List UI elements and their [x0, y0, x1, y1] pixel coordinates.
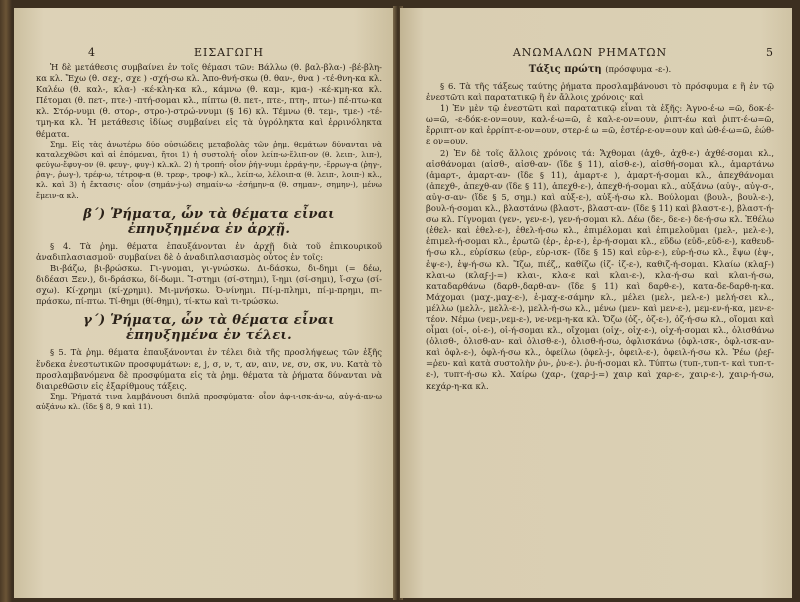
right-page-header: [426, 46, 774, 62]
section-c: [36, 313, 382, 412]
section-title: Τάξις πρώτη: [528, 64, 602, 75]
left-page-header: [36, 46, 382, 62]
page-number: 4: [88, 46, 96, 59]
paragraph: § 4. Τὰ ῥημ. θέματα ἐπαυξάνονται ἐν ἀρχῇ διὰ τοῦ ἐπικουρικοῦ ἀναδιπλασιασμοῦ· συμβαίνει δὲ ὁ ἀναδιπλασιασμὸς οὗτος ἐν τοῖς:: [36, 240, 382, 262]
paragraph-metathesis: Ἡ δὲ μετάθεσις συμβαίνει ἐν τοῖς θέμασι τῶν: Βάλλω (θ. βαλ-βλα-) -βέ-βλη-κα κλ. Ἔχω (θ. σεχ-, σχε ) -σχή-σω κλ. Ἀπο-θνή-σκω (θ. θαν-, θνα ) -τέ-θνη-κα κλ. Καλέω (θ. καλ-, κλα-) -κέ-κλη-κα κλ., κάμνω (θ. καμ-, κμα-) -κέ-κμη-κα κλ. Πέτομαι (θ. πετ-, πτε-) -πτή-σομαι κλ., πίπτω (θ. πετ-, πτε-, πτη-, πτω-) πέ-πτω-κα κλ. Στόρ-νυμι (θ. στορ-, στρο-)-στρώ-ννυμι (§ 16) κλ. Τέμνω (θ. τεμ-, τμε-) -τέ-τμη-κα κλ. Ἡ μετάθεσις ἰδίως συμβαίνει εἰς τὰ ὑγρόληκτα καὶ ἐρρινόληκτα θέματα.: [36, 62, 382, 139]
note: Σημ. Ῥήματά τινα λαμβάνουσι διπλᾶ προσφύματα· οἷον ἀφ-ι-ισκ-άν-ω, αὐγ-ά-αν-ω αὐξάνω κλ. (ἴδε § 8, 9 καὶ 11).: [36, 391, 382, 412]
paragraph-6: § 6. Τὰ τῆς τάξεως ταύτης ῥήματα προσλαμβάνουσι τὸ πρόσφυμα ε ἢ ἐν τῷ ἐνεστῶτι καὶ παρατατικῷ ἢ ἐν ἄλλοις χρόνοις· καὶ: [426, 81, 774, 103]
running-head: ΕΙΣΑΓΩΓΗ: [193, 46, 265, 59]
left-page: [14, 8, 396, 598]
paragraph-present: 1) Ἐν μὲν τῷ ἐνεστῶτι καὶ παρατατικῷ εἶναι τὰ ἑξῆς: Ἀγνο-έ-ω =ῶ, δοκ-έ-ω=ῶ, -ε-δόκ-ε-ον=ουν, καλ-έ-ω=ῶ, ἐ καλ-ε-ον=ουν, ῥιπτ-έω καὶ ῥιπτ-έ-ω=ῶ, ἔρριπτ-ον καὶ ἐρρίπτ-ε-ον=ουν, στερ-έ ω =ῶ, ἐστέρ-ε-ον=ουν καὶ ὠθ-έ-ω=ῶ, ἐώθ-ε ον=ουν.: [426, 103, 774, 147]
page-number: 5: [766, 46, 774, 59]
verb-list: Βι-βάζω, βι-βρώσκω. Γι-γνομαι, γι-γνώσκω. Δι-δάσκω, δι-δημι (= δέω, διδέασι Ξεν.), δι-δράσκω, δί-δωμι. Ἵ-στημι (σί-στημι), ἵ-ημι (σί-σημι), ἴ-σχω (σί-σχω). Κί-χρημι (κί-χρημι). Μι-μνήσκω. Ὀ-νίνημι. Πί-μ-πλημι, πί-μ-πρημι, πι-πράσκω, πί-πτω. Τί-θημι (θί-θημι), τί-κτω καὶ τι-τρώσκω.: [36, 263, 382, 307]
right-page: [400, 8, 792, 598]
paragraph-other-tenses: 2) Ἐν δὲ τοῖς ἄλλοις χρόνοις τά: Ἄχθομαι (ἀχθ-, ἀχθ-ε-) ἀχθέ-σομαι κλ., αἰσθάνομαι (αἰσθ-, αἰσθ-αν- (ἴδε § 11), αἰσθ-ε-), αἰσθή-σομαι κλ., ἁμαρτάνω (ἁμαρτ-, ἁμαρτ-αν- (ἴδε § 11), ἁμαρτ-ε ), ἁμαρτ-ή-σομαι κλ., ἀπεχθάνομαι (ἀπεχθ-, ἀπεχθ-αν (ἴδε § 11), ἀπεχθ-ε-), ἀπεχθ-ή-σομαι κλ., αὐξάνω (αὐγ-, αὐγ-σ-, αὐγ-σ-αν- (ἴδε § 5, σημ.) καὶ αὐξ-ε-), αὐξ-ή-σω κλ. Βούλομαι (βουλ-, βουλ-ε-), βουλ-ή-σομαι κλ., βλαστάνω (βλαστ-, βλαστ-αν- (ἴδε § 11) καὶ βλαστ-ε-), βλαστ-ή-σω κλ. Γίγνομαι (γεν-, γεν-ε-), γεν-ή-σομαι κλ. Δέω (δε-, δε-ε-) δε-ή-σω κλ. Ἐθέλω (ἐθελ- καὶ ἐθελ-ε-), ἐθελ-ή-σω κλ., ἐπιμέλομαι καὶ ἐπιμελοῦμαι (μελ-, μελ-ε-), ἐπιμελ-ή-σομαι κλ., ἐρωτῶ (ἐρ-, ἐρ-ε-), ἐρ-ή-σομαι κλ., εὕδω (εὑδ-,εὑδ-ε-), καθευδ-ή-σω κλ., εὑρίσκω (εὑρ-, εὑρ-ισκ- (ἴδε § 15) καὶ εὑρ-ε-), εὑρ-ή-σω κλ., ἕψω (ἑψ-, ἑψ-ε-), ἑψ-ή-σω κλ. Ἵζω, πιέζ,, καθίζω (ἱζ- ἱζ-ε-), καθιζ-ή-σομαι. Κλαίω (κλαϝ-) κλαι-ω (κλαϝ-j-=) κλαι-, κλα-ε καὶ κλαι-ε-), κλα-ή-σω καὶ κλαι-ή-σω, καταδαρθάνω (δαρθ-,δαρθ-αν- (ἴδε § 11) καὶ δαρθ-ε-), κατα-δε-δαρθ-η-κα. Μάχομαι (μαχ-,μαχ-ε-), ἐ-μαχ-ε-σάμην κλ., μέλει (μελ-, μελ-ε-) μελή-σει κλ., μέλλω (μελλ-, μελλ-ε-), μελλ-ή-σω κλ., μένω (μεν- καὶ μεν-ε-), μεμ-εν-ή-κα, μεν-ε-τέον. Νέμω (νεμ-,νεμ-ε-), νε-νεμ-η-κα κλ. Ὄζω (ὀζ-, ὀζ-ε-), ὀζ-ή-σω κλ., οἴομαι καὶ οἶμαι (οἰ-, οἰ-ε-), οἰ-ή-σομαι κλ., οἴχομαι (οἰχ-, οἰχ-ε-), οἰχ-ή-σομαι κλ., ὀλισθάνω (ὀλισθ-, ὀλισθ-αν- καὶ ὀλισθ-ε-), ὀλισθ-ή-σω, ὀφλισκάνω (ὀφλ-ισκ-, ὀφλ-ισκ-αν- καὶ ὀφλ-ε-), ὀφλ-ή-σω κλ., ὀφείλω (ὀφελ-j-, ὀφειλ-ε-), ὀφειλ-ή-σω κλ. Ῥέω (ῥεϝ-=ῥευ- καὶ κατὰ συστολὴν ῥυ-, ῥυ-ε-). ῥυ-ή-σομαι κλ. Τύπτω (τυπ-,τυπ-τ- καὶ τυπ-τ-ε-), τυπτ-ή-σω κλ. Χαίρω (χαρ-, (χαρ-j-=) χαιρ καὶ χαρ-ε-, χαιρ-ε-), χαιρ-ή-σω, κεχάρ-η-κα κλ.: [426, 147, 774, 391]
section-heading: β΄) Ῥήματα, ὧν τὰ θέματα εἶναι ἐπηυξημένα ἐν ἀρχῇ.: [83, 206, 335, 237]
section-b: [36, 207, 382, 308]
section-note: (πρόσφυμα -ε-).: [605, 65, 672, 75]
intro-block: [36, 62, 382, 201]
note-changes: Σημ. Εἰς τὰς ἀνωτέρω δύο οὐσιώδεις μεταβολὰς τῶν ῥημ. θεμάτων δύνανται νὰ καταλεχθῶσι καὶ αἱ ἑπόμεναι, ἤτοι 1) ἡ συστολή· οἷον λείπ-ω-ἔλιπ-ον (θ. λειπ-, λιπ-), φεύγω-ἔφυγ-ον (θ. φευγ-, φυγ-) κλ.κλ. 2) ἡ τροπή· οἷον ῥήγ-νυμι ἐρράγ-ην, -ἔρρωγ-α (ῥηγ-, ῥαγ-, ῥωγ-), τρέφ-ω, τέτροφ-α (θ. τρεφ-, τροφ-) κλ., λείπ-ω, λέλοιπ-α (θ. λειπ-, λοιπ-) κλ., κλ. καὶ 3) ἡ ἔκτασις· οἷον (σημάν-j-ω) σημαίν-ω -ἐσήμην-α (θ. σημαν-, σημην-), μένω ἔμειν-α κλ.: [36, 139, 382, 200]
running-head: ΑΝΩΜΑΛΩΝ ΡΗΜΑΤΩΝ: [512, 46, 668, 59]
section-heading: [426, 64, 774, 75]
paragraph: § 5. Τὰ ῥημ. θέματα ἐπαυξάνονται ἐν τέλει διὰ τῆς προσλήψεως τῶν ἑξῆς ἕνδεκα ἐνεστωτικῶν προσφυμάτων: ε, j, σ, ν, τ, αν, αιν, νε, σν, σκ, νυ. Κατὰ τὸ προσλαμβανόμενα δὲ προσφύματα εἰς τὰ ῥημ. θέματα τὰ ῥήματα δύνανται νὰ διαιρεθῶσιν εἰς ἑξαρίθμους τάξεις.: [36, 347, 382, 391]
section-heading: γ΄) Ῥήματα, ὧν τὰ θέματα εἶναι ἐπηυξημένα ἐν τέλει.: [83, 313, 335, 344]
